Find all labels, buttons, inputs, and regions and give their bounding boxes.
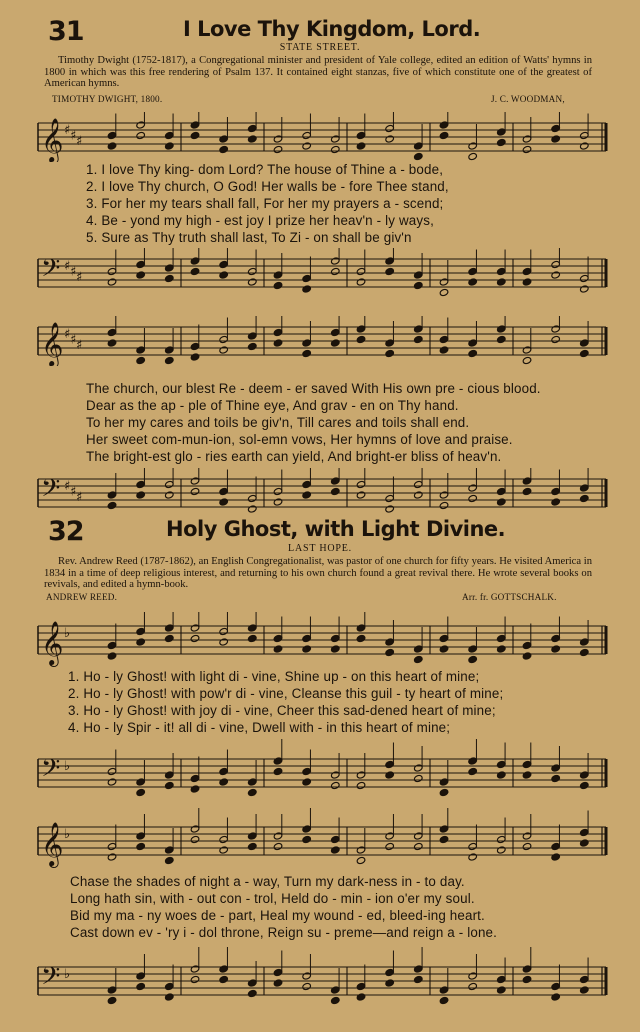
note-heads bbox=[107, 468, 589, 513]
staff-lines bbox=[38, 827, 606, 855]
bass-clef-icon: 𝄢 bbox=[41, 254, 61, 289]
note-heads bbox=[107, 248, 589, 297]
treble-staff bbox=[0, 112, 640, 162]
treble-staff bbox=[0, 612, 640, 668]
verse-line: Her sweet com-mun-ion, sol-emn vows, Her hymns of love and praise. bbox=[86, 432, 513, 447]
svg-text:♯: ♯ bbox=[64, 479, 71, 494]
note-heads bbox=[107, 808, 589, 865]
bass-staff bbox=[0, 738, 640, 808]
staff-lines bbox=[38, 967, 606, 995]
verse-line: 3. For her my tears shall fall, For her my prayers a - scend; bbox=[86, 196, 444, 211]
bass-clef-icon: 𝄢 bbox=[41, 754, 61, 789]
note-heads bbox=[107, 612, 589, 664]
verse-line: 2. I love Thy church, O God! Her walls be - fore Thee stand, bbox=[86, 179, 449, 194]
composer-credit: Arr. fr. GOTTSCHALK. bbox=[462, 592, 557, 602]
bass-clef-icon: 𝄢 bbox=[41, 474, 61, 509]
verse-block bbox=[70, 874, 497, 942]
svg-text:♭: ♭ bbox=[64, 759, 71, 774]
verse-block bbox=[86, 381, 541, 466]
verse-line: Dear as the ap - ple of Thine eye, And grav - en on Thy hand. bbox=[86, 398, 459, 413]
svg-text:♯: ♯ bbox=[76, 490, 83, 506]
svg-text:♯: ♯ bbox=[64, 123, 71, 138]
bass-staff bbox=[0, 248, 640, 298]
tune-name: STATE STREET. bbox=[279, 42, 361, 53]
staff-lines bbox=[38, 479, 606, 507]
staff-lines bbox=[38, 123, 606, 151]
verse-line: 1. I love Thy king- dom Lord? The house of Thine a - bode, bbox=[86, 162, 444, 177]
key-signature-icon bbox=[64, 327, 82, 353]
hymn-note: Rev. Andrew Reed (1787-1862), an English Congregationalist, was pastor of one church for fifty years. He visited America in 1834 in a time of deep religious interest, and returning to his own church found a great revival there. He wrote several books on revivals, and edited a hymn-book. bbox=[44, 556, 592, 591]
author-credit: ANDREW REED. bbox=[46, 592, 118, 602]
svg-text:♯: ♯ bbox=[64, 259, 71, 274]
treble-clef-icon: 𝄞 bbox=[41, 118, 64, 162]
key-signature-icon bbox=[64, 967, 70, 982]
verse-line: Chase the shades of night a - way, Turn my dark-ness in - to day. bbox=[70, 874, 465, 889]
verse-block bbox=[68, 669, 503, 737]
svg-text:♯: ♯ bbox=[70, 128, 77, 144]
note-heads bbox=[107, 316, 589, 365]
author-credit: TIMOTHY DWIGHT, 1800. bbox=[52, 94, 163, 104]
treble-staff bbox=[0, 808, 640, 874]
svg-text:♯: ♯ bbox=[76, 134, 83, 150]
staff-lines bbox=[38, 626, 606, 654]
key-signature-icon bbox=[64, 759, 70, 774]
hymn-title: Holy Ghost, with Light Divine. bbox=[166, 517, 506, 541]
svg-text:♯: ♯ bbox=[70, 332, 77, 348]
svg-text:♭: ♭ bbox=[64, 967, 71, 982]
hymn-title: I Love Thy Kingdom, Lord. bbox=[183, 17, 481, 41]
svg-text:♯: ♯ bbox=[70, 264, 77, 280]
staff-lines bbox=[38, 259, 606, 287]
hymn-number: 32 bbox=[48, 516, 84, 547]
verse-block bbox=[86, 162, 449, 247]
staff-lines bbox=[38, 327, 606, 355]
verse-line: 5. Sure as Thy truth shall last, To Zi - on shall be giv'n bbox=[86, 230, 412, 245]
verse-line: Bid my ma - ny woes de - part, Heal my wound - ed, bleed-ing heart. bbox=[70, 908, 485, 923]
staff-lines bbox=[38, 759, 606, 787]
note-heads bbox=[107, 947, 589, 1005]
bass-staff bbox=[0, 468, 640, 518]
hymn-number: 31 bbox=[48, 16, 84, 47]
key-signature-icon bbox=[64, 259, 82, 285]
svg-text:♭: ♭ bbox=[64, 626, 71, 641]
verse-line: The bright-est glo - ries earth can yield, And bright-er bliss of heav'n. bbox=[86, 449, 502, 464]
verse-line: To her my cares and toils be giv'n, Till cares and toils shall end. bbox=[86, 415, 470, 430]
verse-line: The church, our blest Re - deem - er saved With His own pre - cious blood. bbox=[86, 381, 541, 396]
key-signature-icon bbox=[64, 827, 70, 842]
composer-credit: J. C. WOODMAN, bbox=[491, 94, 565, 104]
tune-name: LAST HOPE. bbox=[288, 543, 352, 554]
treble-clef-icon: 𝄞 bbox=[41, 822, 64, 866]
svg-text:♯: ♯ bbox=[64, 327, 71, 342]
note-heads bbox=[107, 739, 589, 797]
svg-text:♭: ♭ bbox=[64, 827, 71, 842]
key-signature-icon bbox=[64, 123, 82, 149]
treble-clef-icon: 𝄞 bbox=[41, 322, 64, 366]
key-signature-icon bbox=[64, 479, 82, 505]
svg-text:♯: ♯ bbox=[76, 270, 83, 286]
key-signature-icon bbox=[64, 626, 70, 641]
verse-line: 1. Ho - ly Ghost! with light di - vine, Shine up - on this heart of mine; bbox=[68, 669, 480, 684]
verse-line: 2. Ho - ly Ghost! with pow'r di - vine, Cleanse this guil - ty heart of mine; bbox=[68, 686, 504, 701]
svg-text:♯: ♯ bbox=[70, 484, 77, 500]
hymn-note: Timothy Dwight (1752-1817), a Congregational minister and president of Yale college, edited an edition of Watts' hymns in 1800 in which was this free rendering of Psalm 137. It contained eight stanzas, five of which constitute one of the greatest of American hymns. bbox=[44, 55, 592, 90]
treble-clef-icon: 𝄞 bbox=[41, 621, 64, 665]
verse-line: 3. Ho - ly Ghost! with joy di - vine, Cheer this sad-dened heart of mine; bbox=[68, 703, 496, 718]
note-heads bbox=[107, 112, 589, 161]
bass-clef-icon: 𝄢 bbox=[41, 962, 61, 997]
bass-staff bbox=[0, 944, 640, 1018]
svg-text:♯: ♯ bbox=[76, 338, 83, 354]
verse-line: 4. Ho - ly Spir - it! all di - vine, Dwell with - in this heart of mine; bbox=[68, 720, 451, 735]
verse-line: 4. Be - yond my high - est joy I prize her heav'n - ly ways, bbox=[86, 213, 434, 228]
verse-line: Long hath sin, with - out con - trol, Held do - min - ion o'er my soul. bbox=[70, 891, 475, 906]
verse-line: Cast down ev - 'ry i - dol throne, Reign su - preme—and reign a - lone. bbox=[70, 925, 498, 940]
treble-staff bbox=[0, 316, 640, 366]
